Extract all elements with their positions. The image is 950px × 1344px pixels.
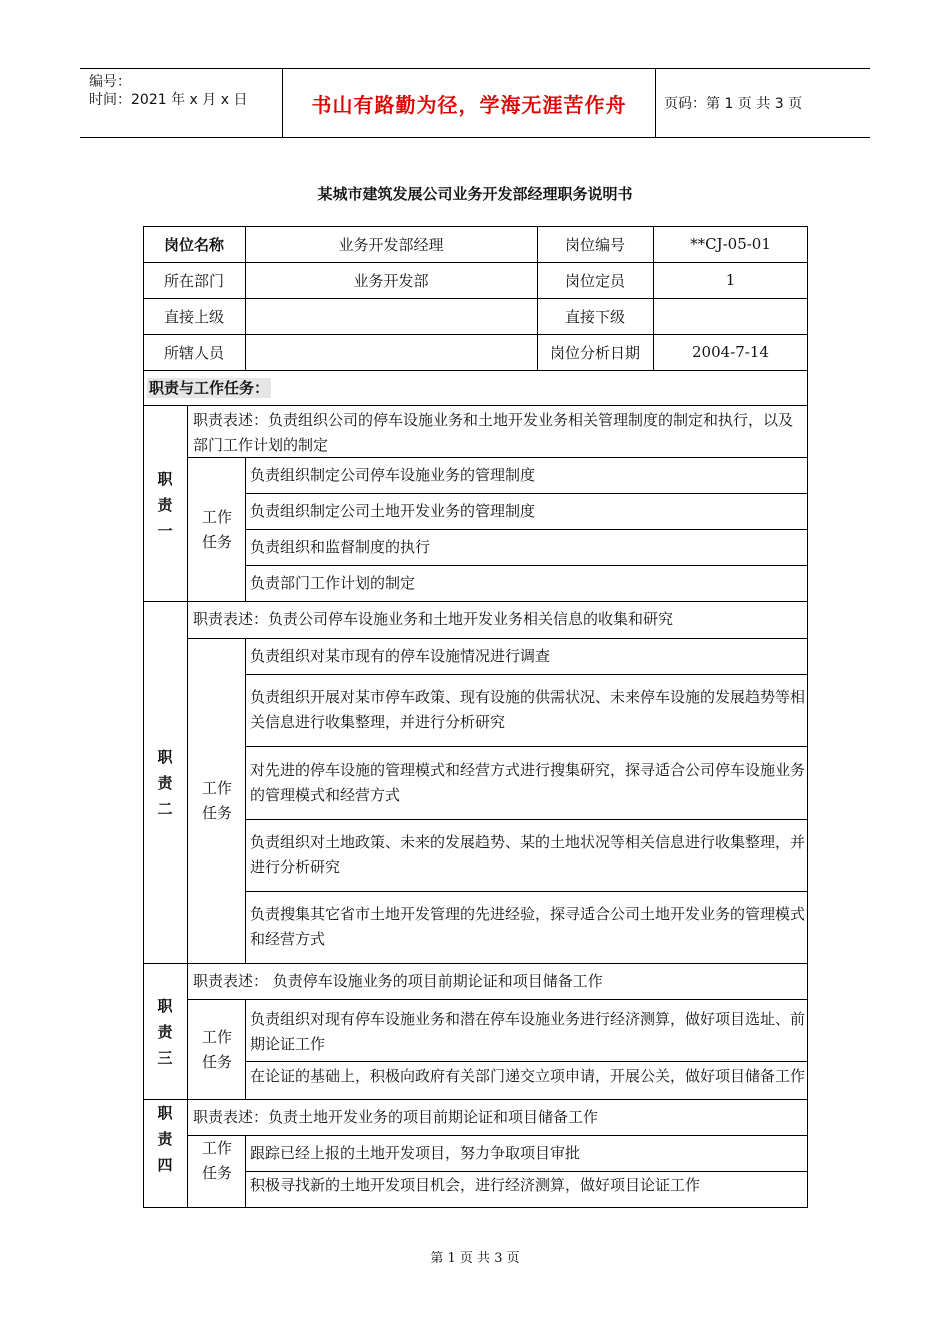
duty-3-work-tasks-label: 工作 任务 bbox=[201, 1028, 232, 1071]
duty-2-work-tasks-label: 工作 任务 bbox=[201, 779, 232, 822]
info-value-direct-superior bbox=[245, 298, 537, 334]
duty-1-task-2: 负责组织制定公司土地开发业务的管理制度 bbox=[250, 502, 536, 520]
document-time-label: 时间：2021 年 x 月 x 日 bbox=[89, 92, 248, 108]
info-value-department: 业务开发部 bbox=[353, 271, 429, 290]
document-title: 某城市建筑发展公司业务开发部经理职务说明书 bbox=[317, 185, 633, 203]
document-number-label: 编号： bbox=[89, 74, 131, 90]
page-footer: 第 1 页 共 3 页 bbox=[430, 1251, 520, 1266]
duty-3-task-2: 在论证的基础上，积极向政府有关部门递交立项申请，开展公关，做好项目储备工作 bbox=[250, 1067, 805, 1085]
info-label-department: 所在部门 bbox=[163, 271, 224, 290]
page-header bbox=[80, 68, 870, 138]
duty-1-statement: 职责表述：负责组织公司的停车设施业务和土地开发业务相关管理制度的制定和执行，以及部门工作计划的制定 bbox=[193, 411, 794, 454]
duties-heading-text: 职责与工作任务： bbox=[149, 379, 270, 397]
info-label-position-name: 岗位名称 bbox=[163, 235, 224, 254]
info-value-position-code: **CJ-05-01 bbox=[690, 235, 771, 253]
duty-1-task-1: 负责组织制定公司停车设施业务的管理制度 bbox=[250, 466, 536, 484]
info-value-analysis-date: 2004-7-14 bbox=[692, 343, 769, 361]
header-meta bbox=[89, 73, 247, 109]
duty-2-task-1: 负责组织对某市现有的停车设施情况进行调查 bbox=[250, 647, 551, 665]
duty-2-label: 职 责 二 bbox=[157, 748, 173, 818]
duty-2-statement: 职责表述：负责公司停车设施业务和土地开发业务相关信息的收集和研究 bbox=[193, 610, 674, 628]
duty-1-label: 职 责 一 bbox=[157, 470, 173, 540]
info-label-headcount: 岗位定员 bbox=[564, 271, 625, 290]
duty-3-task-2-clip bbox=[250, 1062, 805, 1098]
duty-4-work-tasks-label: 工作 任务 bbox=[201, 1139, 232, 1182]
duty-2-task-3: 对先进的停车设施的管理模式和经营方式进行搜集研究，探寻适合公司停车设施业务的管理模式和经营方式 bbox=[250, 761, 806, 804]
header-page-info: 页码：第 1 页 共 3 页 bbox=[664, 96, 803, 112]
info-value-direct-subordinate bbox=[653, 298, 808, 334]
info-label-direct-subordinate: 直接下级 bbox=[564, 307, 625, 326]
duty-4-statement: 职责表述：负责土地开发业务的项目前期论证和项目储备工作 bbox=[193, 1108, 599, 1126]
info-label-position-code: 岗位编号 bbox=[564, 235, 625, 254]
duty-4-label: 职 责 四 bbox=[157, 1104, 173, 1174]
duty-1-work-tasks-label: 工作 任务 bbox=[201, 508, 232, 551]
duty-3-statement: 职责表述： 负责停车设施业务的项目前期论证和项目储备工作 bbox=[193, 972, 603, 990]
duty-3-label: 职 责 三 bbox=[157, 997, 173, 1067]
info-value-staff bbox=[245, 334, 537, 370]
info-label-staff: 所辖人员 bbox=[163, 343, 224, 362]
duty-2-task-5: 负责搜集其它省市土地开发管理的先进经验，探寻适合公司土地开发业务的管理模式和经营方式 bbox=[250, 905, 806, 948]
header-motto: 书山有路勤为径，学海无涯苦作舟 bbox=[282, 69, 656, 137]
info-label-direct-superior: 直接上级 bbox=[163, 307, 224, 326]
duty-4-task-2: 积极寻找新的土地开发项目机会，进行经济测算，做好项目论证工作 bbox=[250, 1176, 701, 1194]
duty-3-task-1: 负责组织对现有停车设施业务和潜在停车设施业务进行经济测算，做好项目选址、前期论证工作 bbox=[250, 1010, 806, 1053]
duty-1-task-3: 负责组织和监督制度的执行 bbox=[250, 538, 431, 556]
duty-2-task-2: 负责组织开展对某市停车政策、现有设施的供需状况、未来停车设施的发展趋势等相关信息进行收集整理，并进行分析研究 bbox=[250, 688, 806, 731]
duties-heading bbox=[147, 377, 271, 401]
duty-4-task-1: 跟踪已经上报的土地开发项目，努力争取项目审批 bbox=[250, 1144, 581, 1162]
duty-2-task-4: 负责组织对土地政策、未来的发展趋势、某的土地状况等相关信息进行收集整理，并进行分析研究 bbox=[250, 833, 806, 876]
info-label-analysis-date: 岗位分析日期 bbox=[549, 343, 640, 362]
duty-1-task-4: 负责部门工作计划的制定 bbox=[250, 574, 416, 592]
info-value-headcount: 1 bbox=[725, 271, 736, 289]
info-value-position-name: 业务开发部经理 bbox=[338, 235, 444, 254]
